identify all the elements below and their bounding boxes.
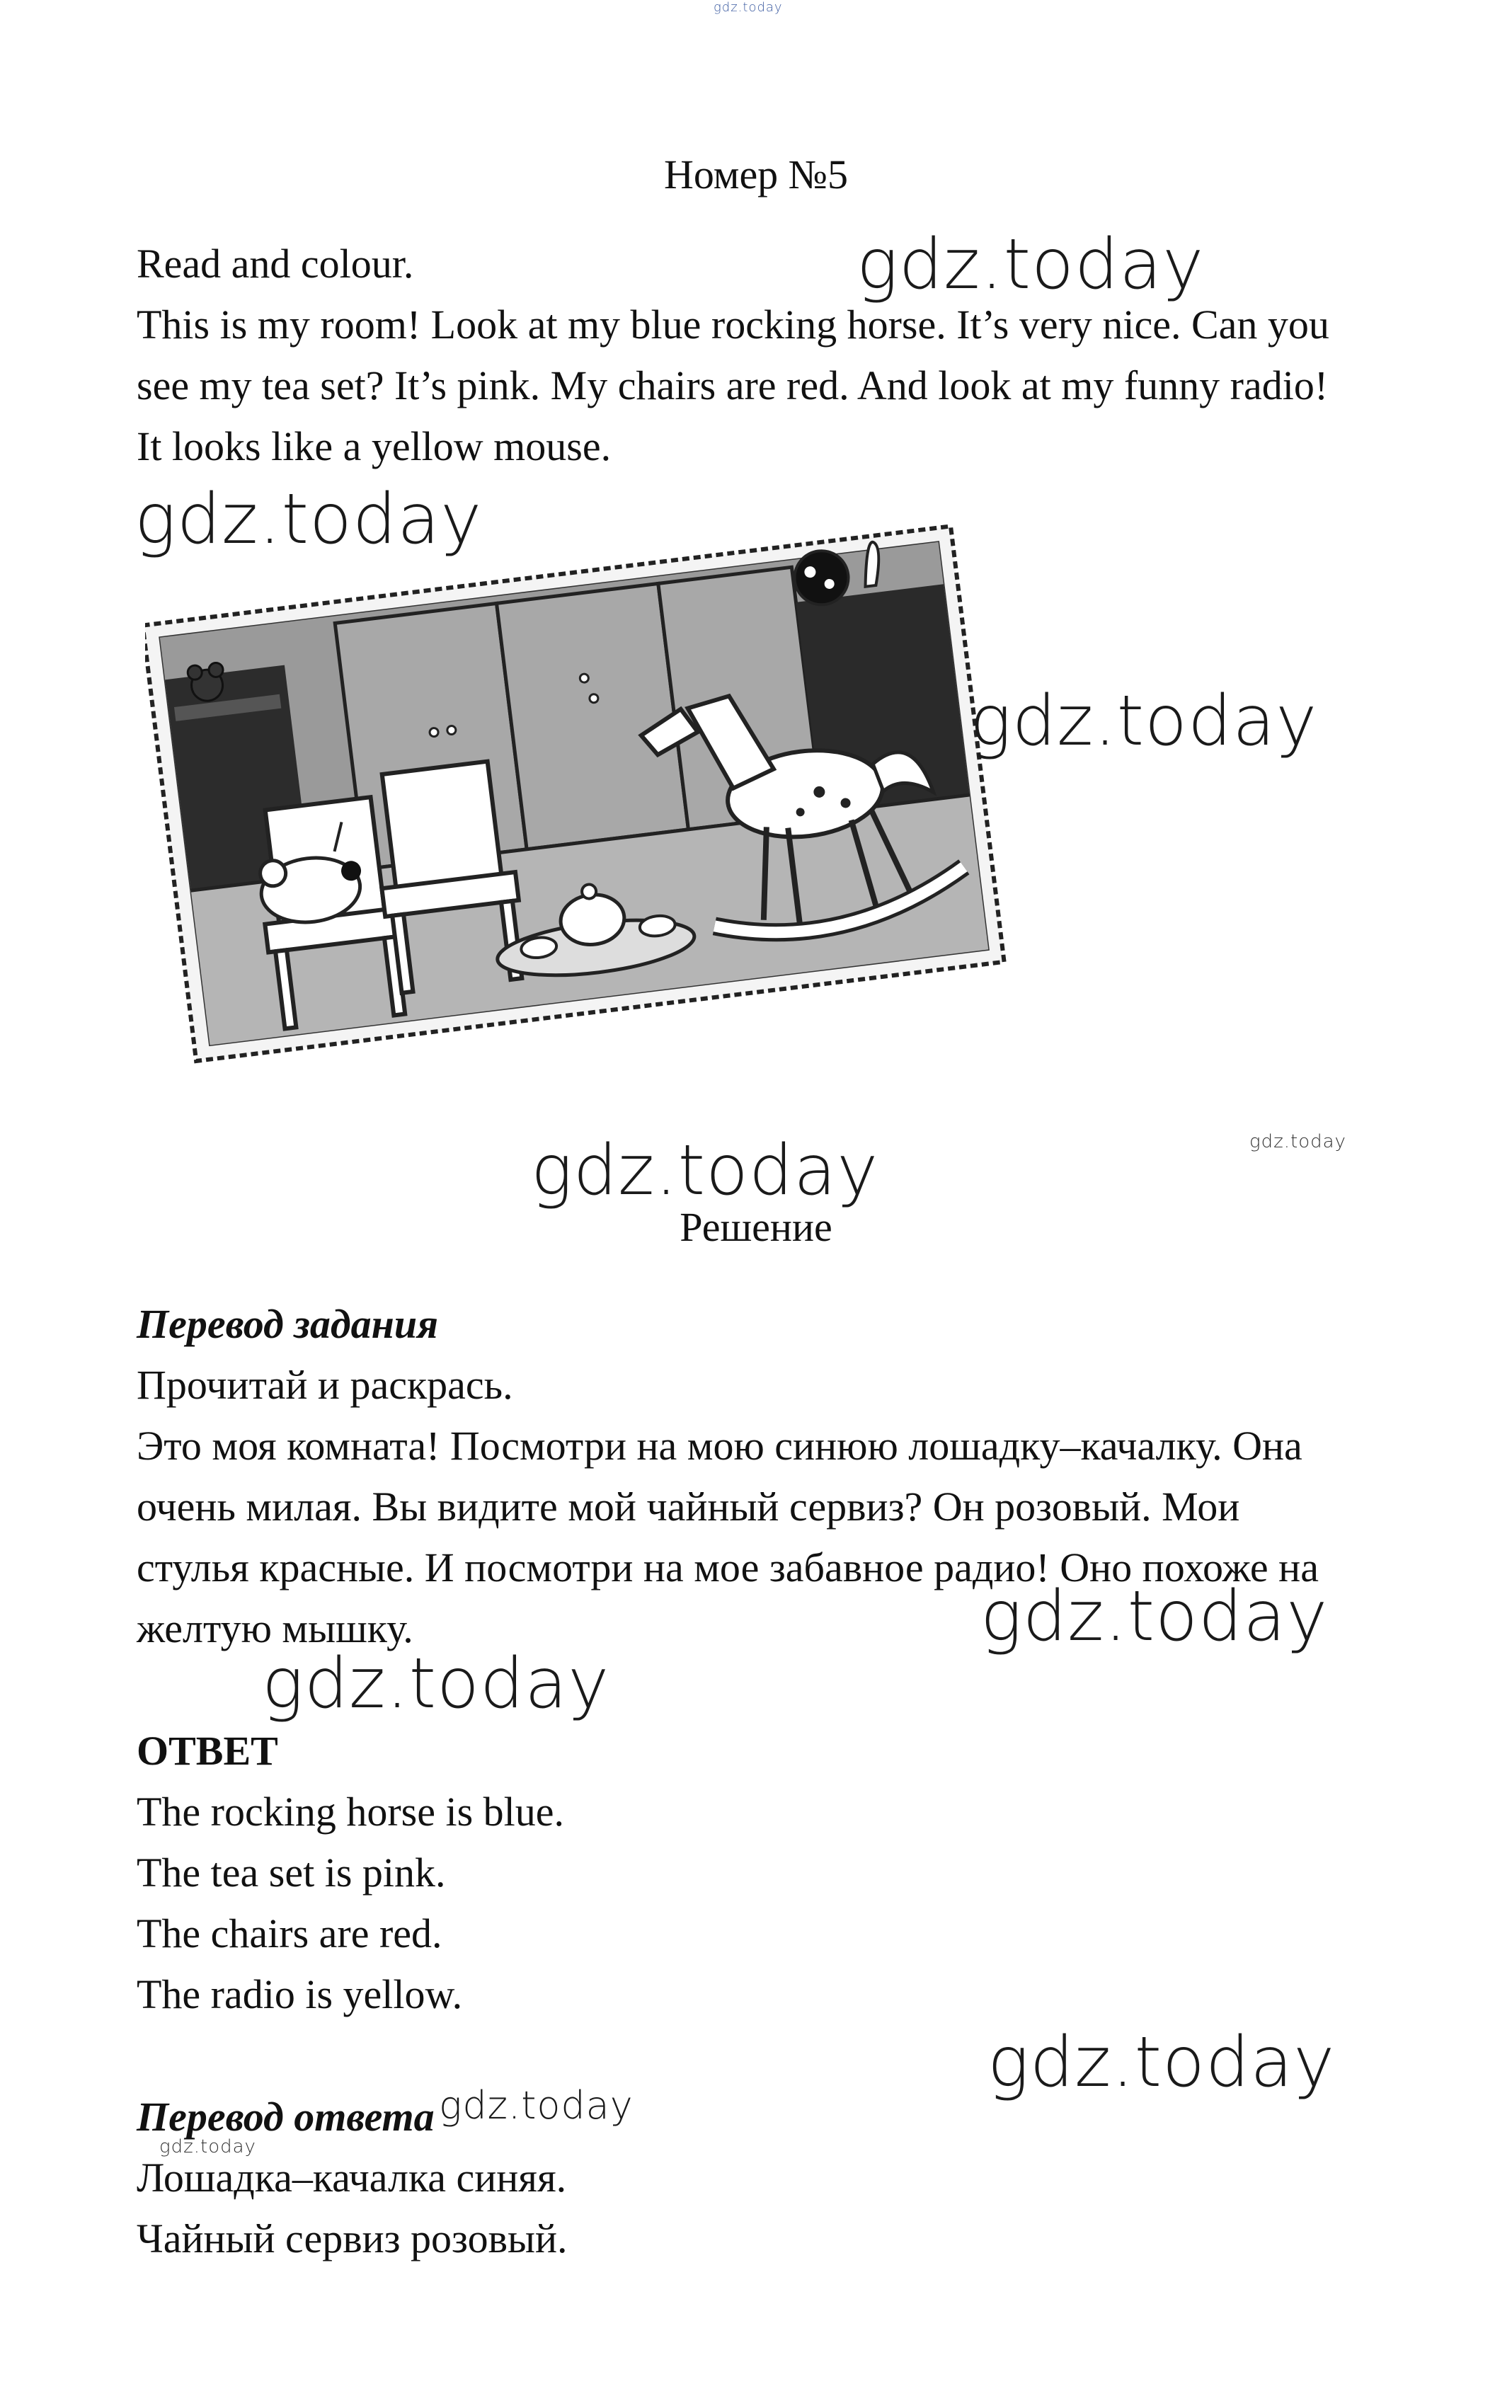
task-line-2: see my tea set? It’s pink. My chairs are red. And look at my funny radio! (137, 362, 1329, 408)
page-title: Номер №5 (663, 151, 849, 197)
watermark-2: gdz.today (134, 479, 483, 560)
translation-line-1: Это моя комната! Посмотри на мою синюю лошадку–качалку. Она (137, 1423, 1302, 1469)
watermark-6: gdz.today (262, 1644, 610, 1724)
room-illustration (145, 488, 1016, 1097)
task-instruction: Read and colour. (137, 241, 414, 287)
watermark-small-2: gdz.today (159, 2136, 256, 2157)
translation-line-4: желтую мышку. (137, 1605, 413, 1651)
solution-label: Решение (680, 1204, 832, 1250)
task-line-1: This is my room! Look at my blue rocking horse. It’s very nice. Can you (137, 302, 1329, 348)
translation-heading: Перевод задания (137, 1301, 438, 1347)
answer-translation-line-2: Чайный сервиз розовый. (137, 2215, 568, 2261)
answer-line-4: The radio is yellow. (137, 1971, 463, 2017)
answer-line-3: The chairs are red. (137, 1910, 442, 1956)
watermark-7: gdz.today (987, 2022, 1336, 2103)
translation-line-3: стулья красные. И посмотри на мое забавное радио! Оно похоже на (137, 1544, 1319, 1590)
watermark-3: gdz.today (970, 681, 1318, 762)
watermark-4: gdz.today (531, 1130, 879, 1211)
watermark-8: gdz.today (439, 2083, 634, 2128)
answer-translation-heading: Перевод ответа (137, 2094, 435, 2140)
answer-line-1: The rocking horse is blue. (137, 1789, 565, 1835)
watermark-small-1: gdz.today (1249, 1131, 1346, 1152)
watermark-1: gdz.today (857, 224, 1205, 305)
task-line-3: It looks like a yellow mouse. (137, 423, 612, 469)
watermark-5: gdz.today (980, 1576, 1329, 1657)
translation-line-2: очень милая. Вы видите мой чайный сервиз? Он розовый. Мои (137, 1484, 1240, 1530)
answer-translation-line-1: Лошадка–качалка синяя. (137, 2155, 567, 2201)
answer-heading: ОТВЕТ (137, 1728, 278, 1774)
answer-line-2: The tea set is pink. (137, 1850, 446, 1896)
rocking-horse-room-icon (145, 488, 1016, 1097)
header-watermark: gdz.today (714, 0, 783, 15)
translation-instruction: Прочитай и раскрась. (137, 1362, 513, 1408)
